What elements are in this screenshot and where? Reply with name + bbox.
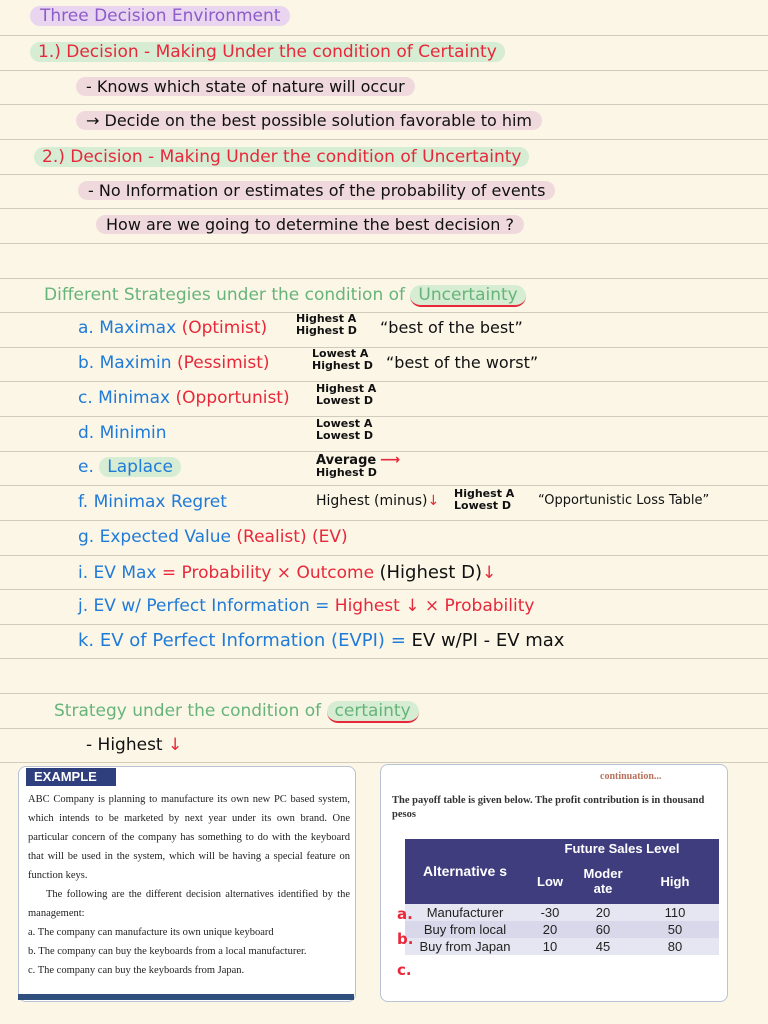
section2-question: How are we going to determine the best decision ?: [96, 215, 524, 234]
down-arrow-icon: ↓: [168, 735, 183, 755]
rule-line: [0, 693, 768, 694]
cell-value: 80: [631, 938, 719, 955]
strategy-item-laplace: e. Laplace: [78, 457, 181, 477]
example-footer-bar: [18, 994, 354, 1000]
strategy-quote-maximin: “best of the worst”: [386, 353, 539, 372]
rule-line: [0, 485, 768, 486]
rule-line: [0, 35, 768, 36]
ev-max-line: i. EV Max = Probability × Outcome (Highest D)↓: [78, 562, 497, 583]
section1-bullet2: → Decide on the best possible solution favorable to him: [76, 111, 542, 130]
row-mark-b: b.: [397, 930, 414, 948]
strategies-heading: Different Strategies under the condition of Uncertainty: [44, 285, 526, 305]
cell-value: 45: [575, 938, 631, 955]
strategy-note-minimax: Highest A Lowest D: [316, 382, 377, 407]
example-option-c: c. The company can buy the keyboards from Japan.: [28, 965, 245, 976]
right-arrow-icon: ⟶: [380, 452, 401, 468]
certainty-heading: Strategy under the condition of certainty: [54, 701, 419, 721]
row-mark-a: a.: [397, 905, 413, 923]
section1-bullet1: - Knows which state of nature will occur: [76, 77, 415, 96]
strategy-item-minimax-regret: f. Minimax Regret: [78, 492, 227, 512]
header-low: Low: [525, 858, 575, 904]
rule-line: [0, 520, 768, 521]
down-arrow-icon: ↓: [427, 493, 440, 509]
example-para1: ABC Company is planning to manufacture its own new PC based system, which intends to be marketed by next year under its own brand. One particular concern of the company has something to do with the keyboard that will be used in the system, which will be having a special feature on function keys.: [28, 794, 350, 881]
section1-heading: 1.) Decision - Making Under the condition of Certainty: [30, 42, 505, 62]
strategy-note-laplace: Average ⟶ Highest D: [316, 452, 401, 479]
example-option-a: a. The company can manufacture its own unique keyboard: [28, 927, 274, 938]
example-text: [28, 790, 350, 980]
ev-perfect-info-line: j. EV w/ Perfect Information = Highest ↓ × Probability: [78, 596, 535, 616]
rule-line: [0, 658, 768, 659]
payoff-table: [405, 839, 719, 955]
table-row: [405, 921, 719, 938]
strategy-item-maximin: b. Maximin (Pessimist): [78, 353, 270, 373]
rule-line: [0, 174, 768, 175]
cell-value: 20: [575, 904, 631, 921]
rule-line: [0, 139, 768, 140]
rule-line: [0, 555, 768, 556]
rule-line: [0, 347, 768, 348]
rule-line: [0, 381, 768, 382]
rule-line: [0, 728, 768, 729]
section2-heading: 2.) Decision - Making Under the condition of Uncertainty: [34, 147, 529, 167]
example-tag: EXAMPLE: [26, 768, 116, 786]
table-row: [405, 938, 719, 955]
continuation-label: continuation...: [600, 771, 662, 782]
cell-value: 10: [525, 938, 575, 955]
header-high: High: [631, 858, 719, 904]
section2-bullet1: - No Information or estimates of the probability of events: [78, 181, 555, 200]
rule-line: [0, 243, 768, 244]
payoff-intro: The payoff table is given below. The profit contribution is in thousand pesos: [392, 795, 705, 820]
cell-value: -30: [525, 904, 575, 921]
strategy-note-minimax-regret: Highest (minus)↓: [316, 493, 440, 509]
strategy-item-minimax: c. Minimax (Opportunist): [78, 388, 290, 408]
strategy-item-expected-value: g. Expected Value (Realist) (EV): [78, 527, 348, 547]
strategy-item-maximax: a. Maximax (Optimist): [78, 318, 268, 338]
strategy-quote-maximax: “best of the best”: [380, 318, 523, 337]
cell-value: 50: [631, 921, 719, 938]
header-future-sales: Future Sales Level: [525, 839, 719, 858]
certainty-bullet: - Highest ↓: [86, 735, 183, 755]
example-para2: The following are the different decision alternatives identified by the management:: [28, 889, 350, 919]
strategy-note-maximax: Highest A Highest D: [296, 312, 357, 337]
cell-value: 60: [575, 921, 631, 938]
down-arrow-icon: ↓: [481, 563, 497, 583]
rule-line: [0, 70, 768, 71]
strategy-item-minimin: d. Minimin: [78, 423, 167, 443]
down-arrow-icon: ↓: [405, 596, 420, 616]
page-title: Three Decision Environment: [30, 6, 290, 26]
row-mark-c: c.: [397, 961, 412, 979]
rule-line: [0, 312, 768, 313]
row-name: Manufacturer: [405, 904, 525, 921]
row-name: Buy from Japan: [405, 938, 525, 955]
rule-line: [0, 589, 768, 590]
rule-line: [0, 416, 768, 417]
rule-line: [0, 104, 768, 105]
strategy-quote-minimax-regret: “Opportunistic Loss Table”: [538, 493, 710, 508]
rule-line: [0, 208, 768, 209]
rule-line: [0, 278, 768, 279]
rule-line: [0, 624, 768, 625]
cell-value: 110: [631, 904, 719, 921]
strategy-note2-minimax-regret: Highest A Lowest D: [454, 487, 515, 512]
row-name: Buy from local: [405, 921, 525, 938]
header-moderate: Moder ate: [575, 858, 631, 904]
cell-value: 20: [525, 921, 575, 938]
rule-line: [0, 762, 768, 763]
header-alternatives: Alternative s: [405, 839, 525, 904]
strategy-note-maximin: Lowest A Highest D: [312, 347, 373, 372]
evpi-line: k. EV of Perfect Information (EVPI) = EV w/PI - EV max: [78, 630, 565, 651]
example-option-b: b. The company can buy the keyboards from a local manufacturer.: [28, 946, 307, 957]
table-row: [405, 904, 719, 921]
strategy-note-minimin: Lowest A Lowest D: [316, 417, 373, 442]
